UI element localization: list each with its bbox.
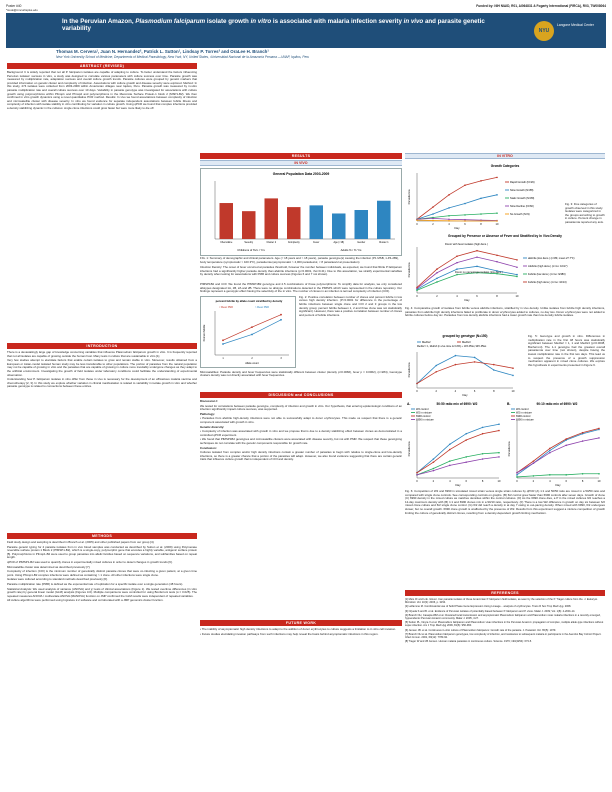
- reference-item: [8] Trager W and JB Jensen. Human malaria parasites in continuous culture. Science. 1976; 193(4254): 673-5.: [405, 640, 532, 644]
- fig2-caption: Fig. 2: Positive correlation between number of clones and percent febrile in low versus high density infection. (P<0.0001 for difference in the percentage of febrile infections between single clone and COI 2 and 3 groups in the low density group; percent febrile between 1, 2 and three clone was not statistically significant). However, there was a positive correlation between number of clones and percent of febrile infections.: [299, 294, 402, 317]
- poster-title: In the Peruvian Amazon, Plasmodium falciparum isolate growth in vitro is associated with malaria infection severity in vivo and parasite genetic variability: [62, 18, 485, 33]
- legend-entry: Febrile (high dens.) (n=no: 10/13): [528, 281, 567, 284]
- data-point: [436, 281, 438, 283]
- data-point: [448, 207, 450, 209]
- methods-section: [7, 533, 197, 604]
- fig2-svg: [201, 297, 296, 368]
- data-point: [448, 215, 450, 217]
- data-point: [533, 475, 535, 477]
- data-point: [432, 206, 434, 208]
- legend-entry: W2 control: [516, 408, 529, 411]
- tick-label: 2: [436, 295, 438, 298]
- data-point: [598, 473, 600, 475]
- legend-note: MedG2 = 1, MedG3 (in vivo clone 12.0-8%) ≤ 10% PMet, 90% PMet: [417, 346, 487, 348]
- tick-label: Fever: [313, 241, 320, 244]
- discussion-line: • Complexity of infection was associated with growth in vitro and we propose that is due to a density stabilizing effect between clones as demonstrated in a controlled qPCR experiment.: [200, 429, 402, 437]
- tick-label: 2: [432, 223, 434, 226]
- data-point: [464, 184, 466, 186]
- discussion-line: We tested for correlations between parasite genotype, complexity of infection and growth in vitro. Our hypothesis, that entering epidemiologic conditions of an infection significantly impact culture success, was supported.: [200, 403, 402, 412]
- data-point: [516, 474, 518, 476]
- data-point: [449, 465, 451, 467]
- legend-entry: Rapid Growth (N=29): [510, 181, 535, 184]
- data-point: [496, 177, 498, 179]
- tick-label: 3: [280, 356, 282, 360]
- panel-label: A.: [407, 402, 411, 406]
- legend-entry: MedG2: [422, 341, 431, 344]
- bar: [355, 210, 369, 239]
- data-point: [474, 357, 476, 359]
- fig1-svg: [201, 169, 401, 255]
- fig4-block: [405, 231, 605, 306]
- legend-entry: 6990 in mixture: [416, 418, 434, 422]
- abstract-section: [7, 63, 197, 111]
- funding-note: Funded by: NIH NIAID, R01, AI064831 & Fogarty International (FIRCA), R03, TW008064: [476, 4, 606, 8]
- tick-label: 4: [448, 223, 450, 226]
- results-vitro-bar: [405, 153, 605, 159]
- reference-item: [6] Jensen JB. et al. Continuous in-vitro culture of Plasmodium falciparum: Growth rate of the parasite. J. Parasitol. Vol. 65(5): 1979.: [405, 628, 557, 632]
- tick-label: Age (<18): [333, 241, 345, 244]
- nyu-logo: NYU: [534, 21, 554, 41]
- data-point: [496, 194, 498, 196]
- data-point: [416, 287, 418, 289]
- data-point: [436, 272, 438, 274]
- tick-label: 8: [496, 295, 498, 298]
- data-point: [476, 266, 478, 268]
- tick-label: 4: [454, 390, 457, 393]
- tick-label: 8: [480, 223, 482, 226]
- data-point: [493, 369, 495, 371]
- data-point: [465, 456, 467, 458]
- data-point: [465, 461, 467, 463]
- group-label-right: Adults % / % Yrs: [340, 248, 362, 252]
- data-point: [512, 367, 514, 369]
- methods-item: Parasite multiplication rate (PMR) is defined as the exponential rate of replication for a specific isolate over a single generation (48 hours).: [7, 581, 184, 586]
- data-point: [465, 439, 467, 441]
- reference-item: [7] Branch OH et al. Plasmodium falciparum genotypes, low complexity of infection, and resistance to subsequent malaria in participants in the Asembo Bay Cohort Project. Infect Immun. 2001, 69(12): 7783-92.: [405, 632, 602, 640]
- data-point: [533, 460, 535, 462]
- legend-entry: afebrile (low dens.) (n=89, mean 27.7°F): [528, 257, 575, 260]
- data-point: [464, 220, 466, 222]
- data-point: [598, 437, 600, 439]
- data-point: [433, 461, 435, 463]
- y-axis-label: Parasitemia: [407, 441, 411, 457]
- data-point: [455, 355, 457, 357]
- discussion-line: Cultures isolated from complex and/or high density infections contain a greater number of parasites to begin with relative to single-clone and low-density infections, so there is a greater chance that a portion of the parasites will adapt. However, we also found evidence suggesting that there are certain genetic traits that influence culture growth that is independent of COI and density.: [200, 450, 402, 462]
- data-point: [482, 433, 484, 435]
- data-point: [455, 364, 457, 366]
- data-point: [565, 438, 567, 440]
- x-axis-label: Day: [464, 298, 470, 302]
- discussion-line: • We found that PfMSP1B2 genotypes and microsatellite clusters were associated with disease severity, but not with PMR. We suspect that these genotyping techniques do not correlate with the genetic components responsible for growth rate.: [200, 437, 402, 445]
- data-point: [222, 339, 224, 341]
- chart-title: 50:50 ratio mix of 6990: W2: [436, 402, 478, 406]
- data-point: [533, 462, 535, 464]
- data-point: [476, 250, 478, 252]
- reference-item: [1] Meis JF and H.E. Glover. Can parasite isolates of these Amazonian P. falciparum field isolates, as seen by the selection of the P. Trager culture from the. J. Eukaryot. Microbiol. Vol. 10(3): 2006, p. 3154.: [405, 598, 598, 605]
- data-point: [512, 375, 514, 377]
- institution-name: Langone Medical Center: [557, 23, 594, 27]
- bar: [242, 211, 256, 239]
- data-point: [496, 254, 498, 256]
- tick-label: 1: [222, 356, 224, 360]
- methods-item: Parasite genetic typing for 4 parasite isolates from in vivo blood samples was conducted as described by Sutton et al. (2009) using Polymerase reversible surface protein 1 Block 2 (PfMSP1-B2), which is a single-copy, polymorphic gene that encodes a highly variable, antigenic surface protein [5]. Polymorphisms in Pfmsp1-B2 were used to group parasites into allelic families based on sequence variations, and subfamilies based on repeat length.: [7, 544, 197, 560]
- references-section: [405, 590, 605, 644]
- annotation: Donor with fever isolates (high dens.): [445, 243, 488, 246]
- abstract-body: Background: It is widely reported that not all P. falciparum isolates are capable of adapting to culture. To better understand the factors influencing Peruvian isolates' success in vitro, a study was designed to correlate various parameters with culture success over time. Parasite growth was measured by multiplication rate, adaptation success and overall culture growth trends. Parasite cultures were grouped by genetic markers that provided information on genetic cluster and complexity of infection. Associations with culture growth and disease severity were explored. Method: In this study, 274 isolates were collected from 2003-2009 within Amazonian villages near Iquitos, Peru. Parasite growth was measured by in-vitro parasite multiplication rate and overall culture success over 10 days. Variability in parasite genotype was investigated for associations with culture growth using polymorphisms within Pfmsp1 and Pfmsp2 and polymorphisms in the Merozoite Surface Protein-1 block 2 (MSP1-B2). We then confirmed in vitro growth dynamics using a novel quantitative PCR method. Results: In vivo we found associations between complexity of infection and microsatellite cluster with disease severity. In vitro we found evidence for separate independent associations between febrile illness and complexity of infection with isolate stability in vitro contributing for variation in culture growth. Using qPCR we found that complex infections provided a density stabilizing dynamic in the cultures: single clone infections could grow faster but were more likely to die off.: [7, 70, 197, 110]
- reference-item: [2] Leflamme M. Combinatorial use of Solid Phase Gene Expression Using Lineage... analysis of erythrocytes. Trans R Soc Trop Med Hyg. 2008.: [405, 605, 572, 609]
- series-line: [223, 320, 281, 344]
- in-vivo-heading: IN VIVO: [200, 160, 402, 166]
- series-line: [517, 429, 599, 474]
- methods-item: Field study design and sampling is described in Branch et al. (2005) and other published papers from our group [4].: [7, 540, 155, 544]
- x-axis-label: Allele count: [245, 361, 259, 365]
- methods-item: Isolates were cultured according to standard methods described previously [6].: [7, 577, 108, 582]
- x-axis-label: Day: [454, 226, 460, 230]
- legend-entry: Afebrile (high dens.) (n=no: 10/17): [528, 265, 568, 268]
- poster-number: Poster #40: [6, 4, 22, 8]
- y-axis-label: Parasitemia: [507, 441, 511, 457]
- reference-item: [5] Sutton PL, Neyra V et al. Plasmodium falciparum and Plasmodium vivax infections in the Peruvian Amazon: propagation of complex, multiple allele-type infections without super-infection. Am J Trop Med Hyg 2009, 81(6): 950-960.: [405, 621, 604, 628]
- fig2-chart: [200, 296, 296, 368]
- y-axis-label: Parasitemia: [407, 362, 411, 378]
- tick-label: 6: [473, 390, 476, 393]
- data-point: [474, 361, 476, 363]
- data-point: [516, 276, 518, 278]
- reference-item: [4] Branch OH, Casapia WM et al. Clustered local transmission and asymptomatic Plasmodium falciparum and Plasmodium vivax malaria infections in a recently emerged, hypoendemic Peruvian Amazon community. Malar J. 2005, 4:27.: [405, 613, 601, 621]
- methods-item: All culture algorithms were performed using Ingrature 2.2 software and corroborated with a JMP genomics cluster function.: [7, 598, 164, 603]
- data-point: [449, 460, 451, 462]
- legend-entry: Slow Growth (N=88): [510, 189, 534, 192]
- group-label-left: Childrens of %/∞ / Yrs: [237, 248, 265, 252]
- intro-paragraph: There is a devastatingly large gap of knowledge concerning variables that influence Plasmodium falciparum growth in vitro. It is frequently reported that not all isolates are capable of growing outside the human host. Many tests in culture that are sustainable in vitro [1].: [7, 350, 197, 358]
- fig6a-svg: [405, 400, 505, 488]
- tick-label: 6: [476, 295, 478, 298]
- data-point: [448, 220, 450, 222]
- in-vitro-section: [200, 283, 402, 378]
- tick-label: Cluster 1: [378, 241, 389, 244]
- intro-paragraph: Very few studies attempt to elucidate factors that enable certain isolates to grow and remain stable in vitro. Moreover, results obtained from a European or Asian-model isolated human study may be less transferable to other populations. The portion of parasites from the natural population may not be capable of growing in vitro and the parasites that are capable of growing in culture more inevitably undergone changes as they adapt to the artificial environment. Investigating the growth of field isolates under laboratory conditions could facilitate the understanding of experimental observation.: [7, 358, 197, 377]
- in-vivo-section: [200, 160, 402, 277]
- methods-item: qPCR of PfMSP1-B2 was used to quantify clones in experimentally mixed cultures in order to detect changes in growth trends [6].: [7, 559, 173, 564]
- data-point: [516, 472, 518, 474]
- chart-title: percent febrile by allele count stratified by density: [215, 298, 283, 303]
- legend-entry: Slow Decline (N=60): [510, 205, 534, 208]
- data-point: [549, 474, 551, 476]
- legend-entry: Static Growth (N=89): [510, 197, 535, 200]
- results-heading: RESULTS: [200, 153, 402, 159]
- series-line: [517, 474, 599, 477]
- future-work-heading: FUTURE WORK: [200, 620, 402, 626]
- data-point: [582, 473, 584, 475]
- data-point: [436, 268, 438, 270]
- data-point: [498, 456, 500, 458]
- tick-label: 2: [251, 356, 253, 360]
- data-point: [464, 203, 466, 205]
- data-point: [496, 220, 498, 222]
- legend-entry: 6990 control: [416, 415, 431, 418]
- data-point: [449, 443, 451, 445]
- fig5-caption: Fig. 5: Genotype and growth in vitro. Differences in multiplication rate in the first 48 hours was statistically significant between MedG2 = 1, 1 and MedG3 (p=0.0038, Bonferroni). The 1-1 genotype had the greatest overall parasitemia over time (not shown), despite having the lowest multiplication rate in the first two days. This lead us to suspect the presence of a growth suppression mechanism apparent in mixed clone cultures. We explore this hypothesis in experiments presented in Figure 6.: [528, 334, 605, 367]
- data-point: [480, 198, 482, 200]
- tick-label: 4: [549, 480, 551, 483]
- series-line: [417, 424, 499, 473]
- bar: [265, 198, 279, 239]
- data-point: [251, 326, 253, 328]
- data-point: [435, 371, 437, 373]
- data-point: [280, 319, 282, 321]
- methods-item: Microsatellite cluster was determined as described previously [7].: [7, 564, 91, 569]
- series-line: [417, 457, 499, 475]
- future-item: • The inability of asymptomatic high density infections to adapt to the addition of donor erythrocytes to culture suggests a limitation to in vitro cell invasion.: [200, 627, 397, 631]
- legend-entry: 6990 control: [516, 415, 531, 418]
- tick-label: 0: [516, 480, 518, 483]
- data-point: [476, 256, 478, 258]
- future-item: • Future studies elucidating invasion pathways from such infections may help reveal the basis behind asymptomatic infections in this region.: [200, 631, 379, 636]
- data-point: [482, 458, 484, 460]
- discussion-section: [200, 392, 402, 463]
- fig6b-svg: [505, 400, 605, 488]
- chart-title: 90:10 ratio mix of 6990: W2: [536, 402, 578, 406]
- legend-entry: MedG3: [462, 341, 471, 344]
- tick-label: 8: [581, 480, 584, 483]
- tick-label: 10: [495, 223, 499, 226]
- data-point: [549, 448, 551, 450]
- methods-item: Statistical Analysis: We used analysis of variance (ANOVA) and χ² tests of clinical associations (Figure 1). We tested overtime differences (in vitro growth rate) by general linear model (GLM) analysis (Figures 3-6). Multiple comparisons were controlled for using Bonferroni tests (α = 0.025). The repeated measures ANOVA / multivariate ANOVA (MANOVA) function on JMP confirmed the GLM results were independent of repeated variables.: [7, 586, 197, 598]
- data-point: [598, 428, 600, 430]
- chart-title: Grouped by Presence or Absence of Fever and Stratified by In Vivo Density: [448, 234, 562, 238]
- data-point: [432, 218, 434, 220]
- data-point: [436, 277, 438, 279]
- series-line: [417, 431, 499, 473]
- data-point: [416, 474, 418, 476]
- data-point: [251, 333, 253, 335]
- data-point: [448, 218, 450, 220]
- bar: [287, 207, 301, 239]
- tick-label: 2: [435, 390, 437, 393]
- data-point: [493, 364, 495, 366]
- introduction-heading: INTRODUCTION: [7, 343, 197, 349]
- fig5-block: [405, 332, 525, 398]
- data-point: [498, 452, 500, 454]
- series-line: [417, 273, 517, 290]
- series-line: [517, 438, 599, 473]
- tick-label: 10: [597, 480, 601, 483]
- data-point: [582, 440, 584, 442]
- series-line: [417, 177, 497, 219]
- data-point: [416, 472, 418, 474]
- data-point: [516, 259, 518, 261]
- y-axis-label: Percent febrile: [203, 324, 206, 342]
- data-point: [516, 266, 518, 268]
- future-work-section: [200, 620, 402, 637]
- data-point: [449, 449, 451, 451]
- data-point: [456, 268, 458, 270]
- data-point: [222, 343, 224, 345]
- y-axis-label: Parasitemia: [407, 189, 411, 205]
- series-line: [417, 356, 513, 384]
- tick-label: 8: [493, 390, 495, 393]
- discussion-line: • Parasites from afebrile high-density infections were not able to successfully adapt to donor erythrocytes. This made us suspect that there is a genetic component associated with growth in vitro.: [200, 416, 402, 424]
- tick-label: 0: [416, 390, 418, 393]
- legend-entry: No Growth (N=9): [510, 213, 530, 216]
- bar: [377, 201, 391, 239]
- x-axis-label: Day: [462, 393, 468, 397]
- author-list: Thomas M. Cervera¹, Juan N. Hernandez², Patrick L. Sutton¹, Lindsay P. Torres³ and OraLee H. Branch¹: [56, 49, 269, 54]
- tick-label: 2: [532, 480, 535, 483]
- legend-entry: W2 in mixture: [516, 411, 532, 415]
- data-point: [565, 445, 567, 447]
- methods-heading: METHODS: [7, 533, 197, 539]
- discussion-line: Conclusion:: [200, 445, 217, 450]
- data-point: [464, 214, 466, 216]
- tick-label: 10: [511, 390, 515, 393]
- chart-title: General Population Data 2003-2009: [272, 172, 330, 176]
- data-point: [432, 220, 434, 222]
- x-axis-label: Day: [555, 483, 561, 487]
- tick-label: 6: [465, 480, 467, 483]
- data-point: [480, 213, 482, 215]
- data-point: [565, 474, 567, 476]
- chart-title: grouped by genotype (N=150): [442, 334, 488, 338]
- bar: [332, 213, 346, 239]
- data-point: [416, 289, 418, 291]
- tick-label: 6: [565, 480, 567, 483]
- data-point: [448, 194, 450, 196]
- microsatellite-text: Microsatellites: Parasite density and fever frequencies were statistically different between cluster (density p=0.0066), fever p = 0.0062), (n=284), Genotype clusters density was not directly associated with fever frequencies.: [200, 369, 402, 378]
- data-point: [433, 468, 435, 470]
- data-point: [516, 476, 518, 478]
- fig4-svg: [405, 231, 605, 306]
- annotation: Donor no gametocyte isolates (low dens.): [455, 271, 503, 274]
- data-point: [465, 433, 467, 435]
- tick-label: 6: [464, 223, 466, 226]
- affiliation: New York University School of Medicine, Departments of Medical Parasitology, New York, NY, United States, ¹Universidad Nacional de la Amazonía Peruana —UNAP, Iquitos, Peru: [56, 55, 310, 59]
- x-axis-label: Day: [455, 483, 461, 487]
- fig4-caption: Fig. 4: Comparative growth of isolates from febrile versus afebrile infections, stratified by in vivo density. Unlike isolates from febrile high density infections, parasites from afebrile high density infections failed to proliferate in donor erythrocytes added to cultures, no day two. Donor erythrocytes were not added to febrile cultures before day six. Parasites from low density afebrile infections had a lower growth rate than low density febrile isolates.: [405, 306, 605, 318]
- legend-entry: W2 in mixture: [416, 411, 432, 415]
- title-banner: [6, 13, 606, 48]
- legend-entry: 6990 in mixture: [516, 418, 534, 422]
- intro-paragraph: Understanding how P. falciparum isolates in vitro differ from those in vivo is necessary for the development of an efficacious malaria vaccine and chemotherapy [2, 3]. In this study we explore whether variation in clinical manifestation is related to variability in isolate growth in vitro and whether parasite genotype is related to connections between these entries.: [7, 377, 197, 389]
- tick-label: Chemokine: [220, 241, 233, 244]
- y-axis-label: Parasitemia: [407, 262, 411, 278]
- discussion-line: Pathology:: [200, 411, 215, 416]
- in-vitro-heading: IN VITRO: [405, 153, 605, 159]
- data-point: [496, 261, 498, 263]
- fig3-caption: Fig. 3: Five categories of growth observed in this study. Isolates were categorized in the groups according to growth in culture. Percent change in parasitemia reported any axis.: [565, 202, 605, 224]
- fig1-chart: [200, 168, 402, 256]
- tick-label: 4: [449, 480, 451, 483]
- infection-density-text: Infection Density: The onset of fever occurred at parasites threshold, however the number between individuals, as expected, we found that fibrile P falciparum infections had a significantly higher parasite density than afebrile infections (p<0.0001, rho=0.41). Due to this association, we stratify experimental variables by density when testing for associations with PMR and culture success (Figures 6 and 7 not shown).: [200, 265, 402, 277]
- introduction-section: [7, 343, 197, 390]
- data-point: [482, 453, 484, 455]
- data-point: [456, 274, 458, 276]
- results-header-bar: [200, 153, 402, 159]
- data-point: [416, 383, 418, 385]
- contact-email: *tcook@nmcurtisplus.edu: [6, 8, 38, 12]
- data-point: [516, 274, 518, 276]
- legend-entry: Febrile (low dens.) (n=no: 9/480): [528, 273, 566, 276]
- tick-label: 8: [481, 480, 484, 483]
- tick-label: 2: [432, 480, 435, 483]
- data-point: [456, 255, 458, 257]
- series-line: [417, 362, 513, 384]
- data-point: [498, 423, 500, 425]
- tick-label: Cluster 2: [266, 241, 277, 244]
- panel-label: B.: [507, 402, 511, 406]
- tick-label: 10: [497, 480, 501, 483]
- discussion-line: Discussion I:: [200, 399, 218, 403]
- tick-label: Complexity: [287, 241, 300, 244]
- tick-label: 10: [515, 295, 519, 298]
- abstract-heading: ABSTRACT (REVISED): [7, 63, 197, 69]
- discussion-heading: DISCUSSION and CONCLUSIONS: [200, 392, 402, 398]
- data-point: [280, 314, 282, 316]
- data-point: [456, 262, 458, 264]
- tick-label: 4: [456, 295, 458, 298]
- data-point: [432, 213, 434, 215]
- data-point: [480, 180, 482, 182]
- discussion-line: Genetic diversity:: [200, 424, 225, 429]
- tick-label: 0: [416, 480, 418, 483]
- fig6-caption: Fig. 6: Competition of W2 and 6990 in simulated mixed strain versus single strain cultures by qPCR (A) 1:1 and 50/50 ratio are mixed in a 50/50 ratio and compared with single clone controls. See corresponding controls on graphs. (B) 6/2 control grew faster than 6990 controls after seven days. Growth of clone (C) 6990 density in the mixed culture as matches densities within the control cultures. (D) As the 6990 clone dies, a P in the mixed cultures 9/2 reaches a 12-day maximum density with (B) 1:1 and 6990 clones mix in a 90/10 ratio, respectively. (F) There is a low W2 difference in growth on day six between 6/2 mixed clone culture and 6/2 single clone control. (G) 6/2 did reach a density in at day 7 owing to out-pacing density. When mixed with 6990, 6/2 undergoes slower, but no overall growth. 6990 clone growth is unaffected by the presence of W2. Results from this experiment suggest a mixture competition of growth limiting the culture of genetically distinct clones, resulting from a density-dependent growth limiting mechanism.: [405, 489, 605, 515]
- fig6a-block: [405, 400, 505, 488]
- fig6b-block: [505, 400, 605, 488]
- series-line: [417, 266, 517, 289]
- fig1-caption: FIG. 1: Summary of demographic and clinical parameters. Age (< 18 years and > 18 years), parasite genotype(s) causing the infection (P1 MSB, 1-P4-289), body temperature (symptomatic > 100.3°F), parasitemia (asymptomatic > 4,000 parasites/ul, < 8 parasites/ul at presentation): [200, 256, 399, 264]
- methods-item: Complexity of infection (COI) is the minimum number of genetically distinct parasite clones that were co-infecting a given patient, at a given time point. Using Pfmsp1-B2 complex infections were defined as containing > 1 clone. All other infections were single clone.: [7, 569, 197, 577]
- data-point: [549, 450, 551, 452]
- fig5-svg: [405, 332, 525, 398]
- data-point: [480, 220, 482, 222]
- tick-label: 0: [416, 223, 418, 226]
- chart-title: Growth Categories: [490, 164, 520, 168]
- bar: [220, 203, 234, 239]
- tick-label: Severity: [244, 241, 254, 244]
- data-point: [498, 430, 500, 432]
- data-point: [433, 470, 435, 472]
- data-point: [435, 365, 437, 367]
- data-point: [582, 432, 584, 434]
- data-point: [433, 458, 435, 460]
- legend-entry: > Mean PMR: [255, 305, 270, 309]
- series-line: [417, 251, 517, 288]
- legend-entry: W2 control: [416, 408, 429, 411]
- legend-entry: < Mean PMR: [219, 305, 234, 309]
- tick-label: Gender: [357, 241, 366, 244]
- data-point: [496, 212, 498, 214]
- pfmsp1b2-text: PfMSP1B2 and COI: We found the PfMSP1B2 genotype and 2.5 combinations of those polymorphisms: To simplify data for analysis, we only considered allotypes designated 1A, 1B, 2A and 2B. There were no allotype combinations detected in the PfMSP1 which were represented in the culture repository. Our findings represent a genotypic effect having the selectivity of the in vitro. The number of clones in an infection is termed complexity of infection (COI).: [200, 282, 402, 294]
- tick-label: 0: [416, 295, 418, 298]
- data-point: [549, 452, 551, 454]
- data-point: [416, 219, 418, 221]
- reference-item: [3] Orjuela S and B. et al. Evidence of Peruvian isolates of potentially biased between P. falciparum and P. vivax. Malar J. 2009; Vol. 1(8): 4-2001-14.: [405, 609, 576, 613]
- references-heading: REFERENCES: [405, 590, 605, 596]
- data-point: [482, 427, 484, 429]
- bar: [310, 205, 324, 239]
